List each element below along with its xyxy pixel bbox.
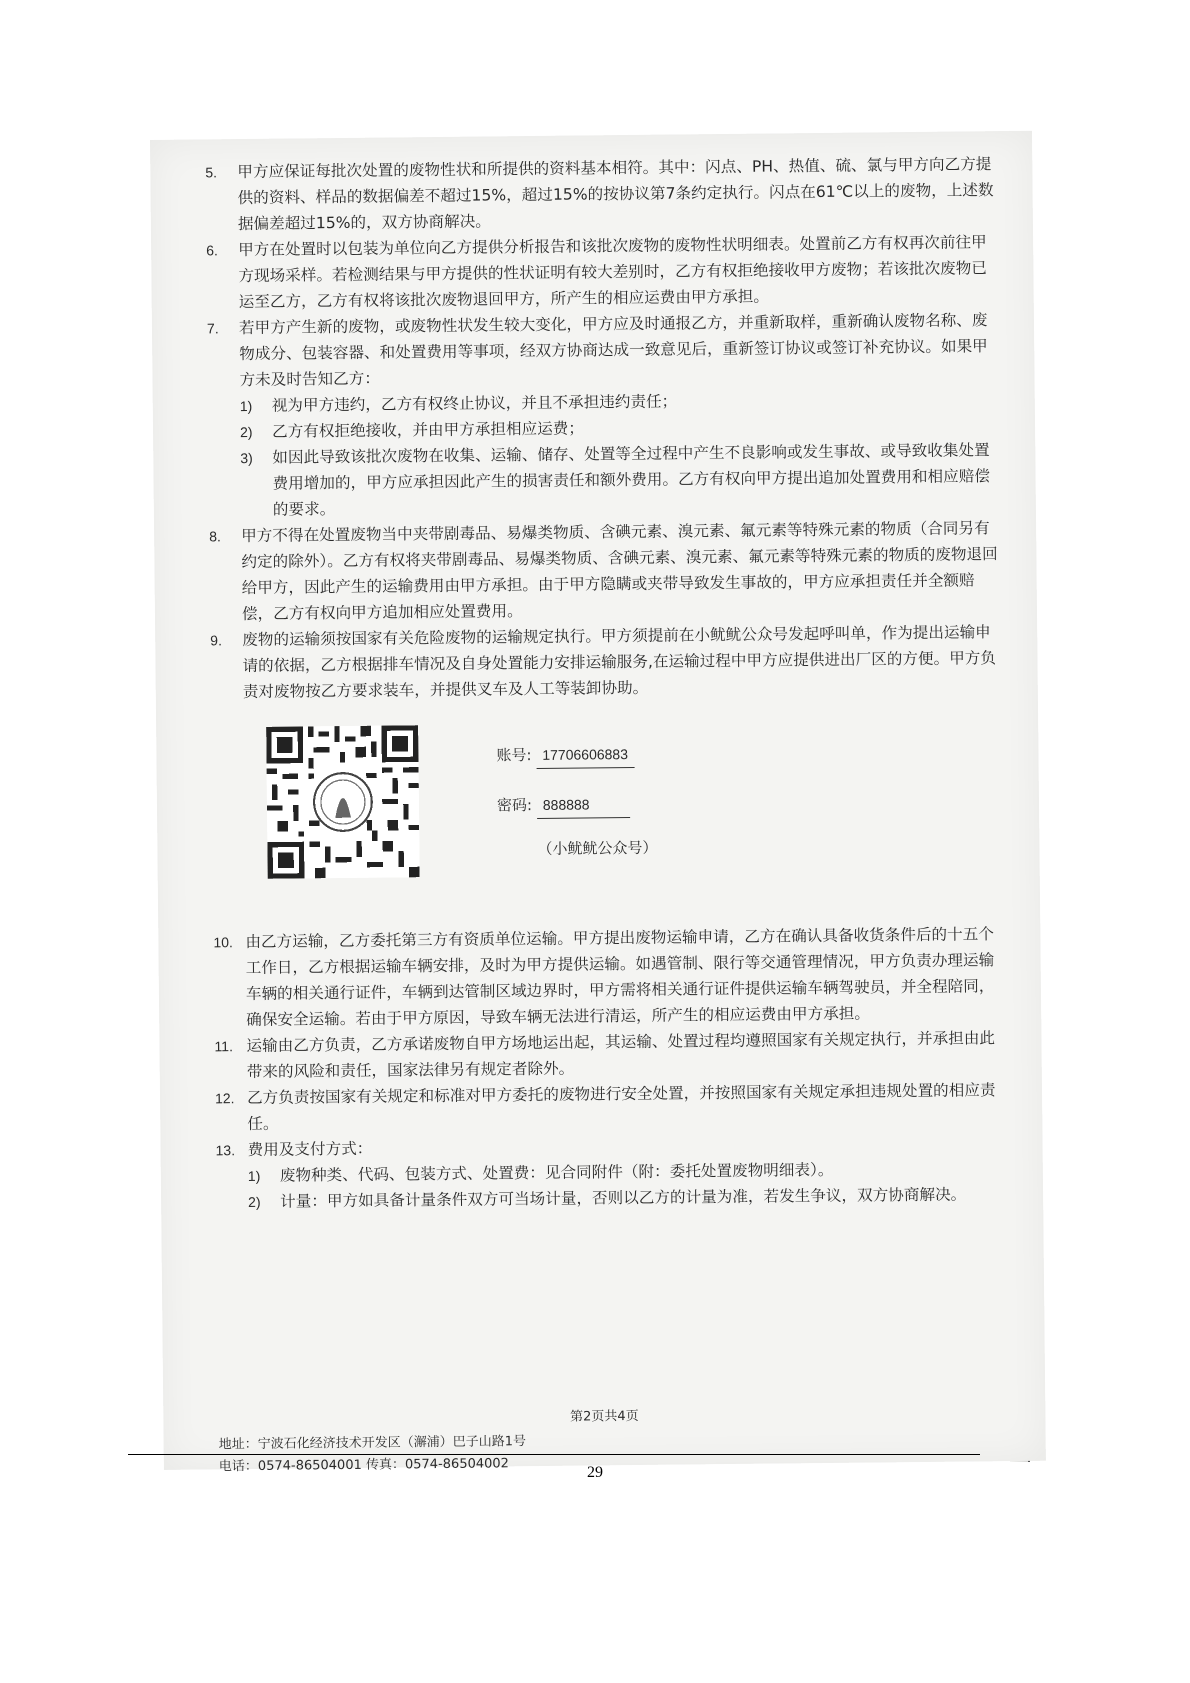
clause-11 [214,1025,1005,1085]
page-number: 29 [587,1464,603,1481]
clause-number: 5. [205,164,218,181]
clause-number: 7. [206,320,219,337]
item-number: 2) [248,1193,261,1211]
clause-number: 12. [214,1090,235,1107]
scan-page-counter: 第2页共4页 [570,1408,639,1425]
clause-text: 甲方应保证每批次处置的废物性状和所提供的资料基本相符。其中：闪点、PH、热值、硫、氯与甲方向乙方提供的资料、样品的数据偏差不超过15%，超过15%的按协议第7条约定执行。闪点在61℃以上的废物，上述数据偏差超过15%的，双方协商解决。 [237,155,994,234]
clause-text: 费用及支付方式： [247,1139,373,1160]
item-text: 乙方有权拒绝接收，并由甲方承担相应运费； [271,419,585,441]
password-row [497,791,630,819]
clause-8 [209,515,1000,627]
item-number: 3) [240,449,253,467]
official-account-caption: （小鱿鱿公众号） [537,838,658,858]
clause-text: 由乙方运输，乙方委托第三方有资质单位运输。甲方提出废物运输申请，乙方在确认具备收货条件后的十五个工作日，乙方根据运输车辆安排，及时为甲方提供运输。如遇管制、限行等交通管理情况，甲方负责办理运输车辆的相关通行证件，车辆到达管制区域边界时，甲方需将相关通行证件提供运输车辆驾驶员，并全程陪同，确保安全运输。若由于甲方原因，导致车辆无法进行清运，所产生的相应运费由甲方承担。 [245,925,995,1030]
account-value: 17706606883 [536,741,634,769]
clause-text: 甲方不得在处置废物当中夹带剧毒品、易爆类物质、含碘元素、溴元素、氟元素等特殊元素的物质（合同另有约定的除外）。乙方有权将夹带剧毒品、易爆类物质、含碘元素、溴元素、氟元素等特殊元素的物质的废物退回给甲方，因此产生的运输费用由甲方承担。由于甲方隐瞒或夹带导致发生事故的，甲方应承担责任并全额赔偿，乙方有权向甲方追加相应处置费用。 [241,519,998,624]
clause-list [205,151,1006,1215]
clause-number: 9. [210,632,223,649]
account-label: 账号: [496,746,532,765]
clause-7 [207,307,998,393]
password-value: 888888 [537,791,630,819]
clause-7-item-3 [208,437,999,523]
clause-number: 8. [209,528,221,545]
qr-code-icon[interactable] [266,725,420,879]
item-number: 2) [239,423,253,441]
clause-5 [205,151,996,237]
clause-text: 乙方负责按国家有关规定和标准对甲方委托的废物进行安全处置，并按照国家有关规定承担违规处置的相应责任。 [246,1081,996,1134]
item-text: 废物种类、代码、包装方式、处置费：见合同附件（附：委托处置废物明细表）。 [279,1160,834,1185]
password-label: 密码: [496,796,533,815]
item-text: 计量：甲方如具备计量条件双方可当场计量，否则以乙方的计量为准，若发生争议，双方协商解决。 [280,1185,967,1211]
clause-text: 废物的运输须按国家有关危险废物的运输规定执行。甲方须提前在小鱿鱿公众号发起呼叫单，作为提出运输申请的依据，乙方根据排车情况及自身处置能力安排运输服务,在运输过程中甲方应提供进出厂区的方便。甲方负责对废物按乙方要求装车，并提供叉车及人工等装卸协助。 [242,623,997,702]
footer-divider [128,1454,980,1455]
account-row [496,741,634,769]
clause-6 [206,229,997,315]
item-text: 视为甲方违约，乙方有权终止协议，并且不承担违约责任； [271,392,678,415]
clause-12 [215,1077,1006,1137]
item-number: 1) [239,397,253,415]
clause-number: 11. [214,1038,234,1055]
company-address: 地址：宁波石化经济技术开发区（澥浦）巴子山路1号 [218,1434,527,1453]
clause-text: 若甲方产生新的废物，或废物性状发生较大变化，甲方应及时通报乙方，并重新取样，重新确认废物名称、废物成分、包装容器、和处置费用等事项，经双方协商达成一致意见后，重新签订协议或签订补充协议。如果甲方未及时告知乙方： [238,311,988,390]
wechat-account-block [211,719,1003,907]
item-text: 如因此导致该批次废物在收集、运输、储存、处置等全过程中产生不良影响或发生事故、或导致收集处置费用增加的，甲方应承担因此产生的损害责任和额外费用。乙方有权向甲方提出追加处置费用和相应赔偿的要求。 [272,441,990,519]
clause-number: 13. [215,1142,236,1159]
clause-number: 10. [213,934,233,951]
clause-10 [213,921,1004,1033]
clause-number: 6. [206,242,218,259]
clause-9 [210,619,1001,705]
company-contact: 电话：0574-86504001 传真：0574-86504002 [218,1456,509,1475]
clause-text: 运输由乙方负责，乙方承诺废物自甲方场地运出起，其运输、处置过程均遵照国家有关规定执行，并承担由此带来的风险和责任，国家法律另有规定者除外。 [246,1029,996,1082]
clause-text: 甲方在处置时以包装为单位向乙方提供分析报告和该批次废物的废物性状明细表。处置前乙方有权再次前往甲方现场采样。若检测结果与甲方提供的性状证明有较大差别时，乙方有权拒绝接收甲方废物；若该批次废物已运至乙方，乙方有权将该批次废物退回甲方，所产生的相应运费由甲方承担。 [238,233,987,312]
item-number: 1) [247,1167,261,1185]
